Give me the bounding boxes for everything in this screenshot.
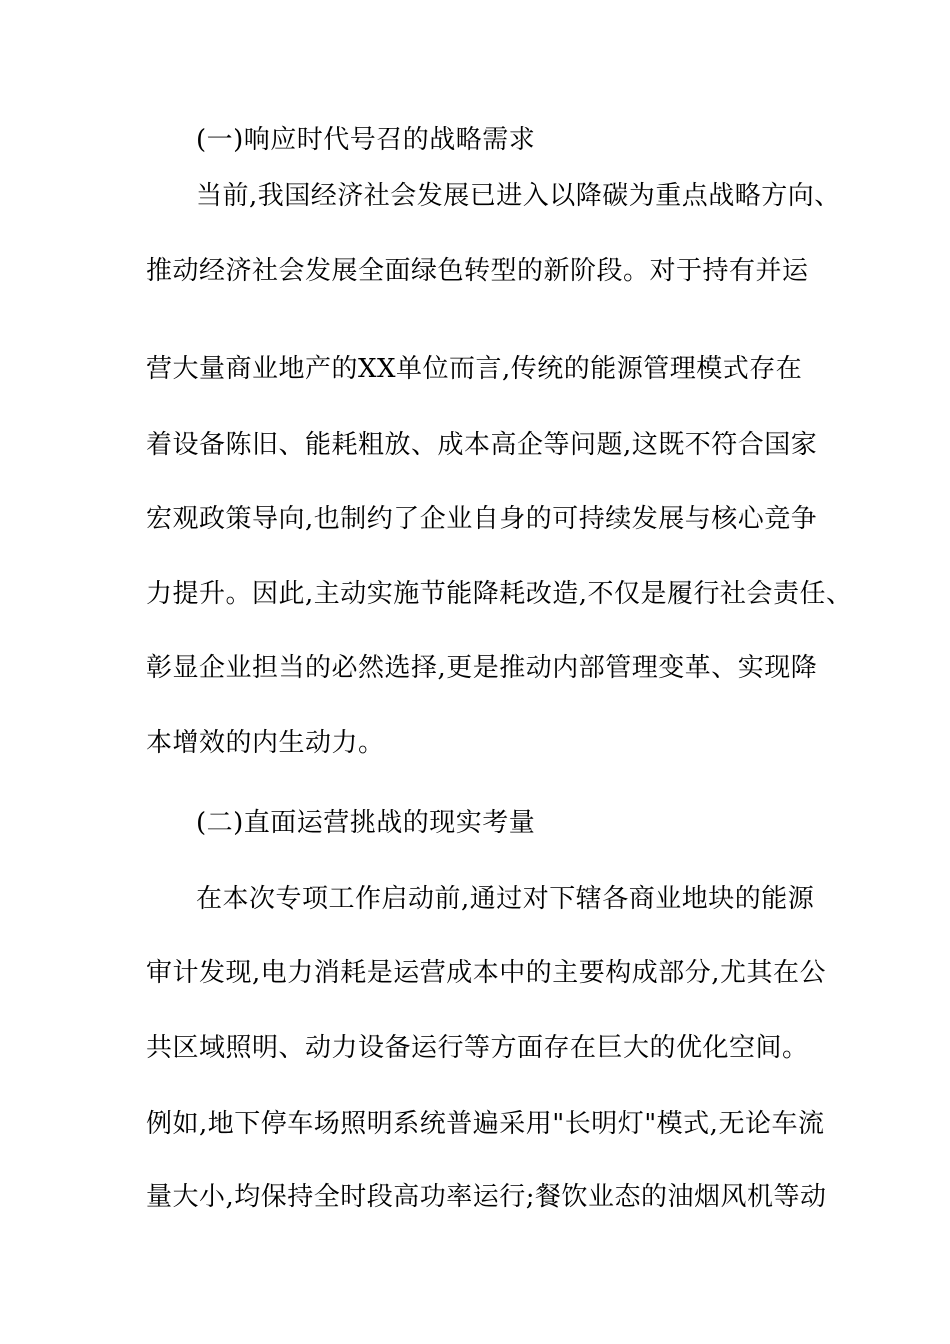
section-2-heading: (二)直面运营挑战的现实考量 <box>196 808 536 838</box>
section-1-line-7: 彰显企业担当的必然选择,更是推动内部管理变革、实现降 <box>146 653 818 683</box>
section-1-line-6: 力提升。因此,主动实施节能降耗改造,不仅是履行社会责任、 <box>146 579 853 609</box>
section-1-heading: (一)响应时代号召的战略需求 <box>196 125 536 155</box>
section-1-line-4: 着设备陈旧、能耗粗放、成本高企等问题,这既不符合国家 <box>146 430 818 460</box>
section-1-line-8: 本增效的内生动力。 <box>146 728 385 758</box>
section-2-line-5: 量大小,均保持全时段高功率运行;餐饮业态的油烟风机等动 <box>146 1182 827 1212</box>
section-1-line-5: 宏观政策导向,也制约了企业自身的可持续发展与核心竞争 <box>146 504 818 534</box>
section-2-line-2: 审计发现,电力消耗是运营成本中的主要构成部分,尤其在公 <box>146 958 827 988</box>
section-2-line-4: 例如,地下停车场照明系统普遍采用"长明灯"模式,无论车流 <box>146 1109 825 1139</box>
section-2-line-1: 在本次专项工作启动前,通过对下辖各商业地块的能源 <box>196 884 815 914</box>
section-1-line-3: 营大量商业地产的XX单位而言,传统的能源管理模式存在 <box>146 354 803 384</box>
section-1-line-2: 推动经济社会发展全面绿色转型的新阶段。对于持有并运 <box>146 256 809 286</box>
section-2-line-3: 共区域照明、动力设备运行等方面存在巨大的优化空间。 <box>146 1033 809 1063</box>
section-1-line-1: 当前,我国经济社会发展已进入以降碳为重点战略方向、 <box>196 181 841 211</box>
